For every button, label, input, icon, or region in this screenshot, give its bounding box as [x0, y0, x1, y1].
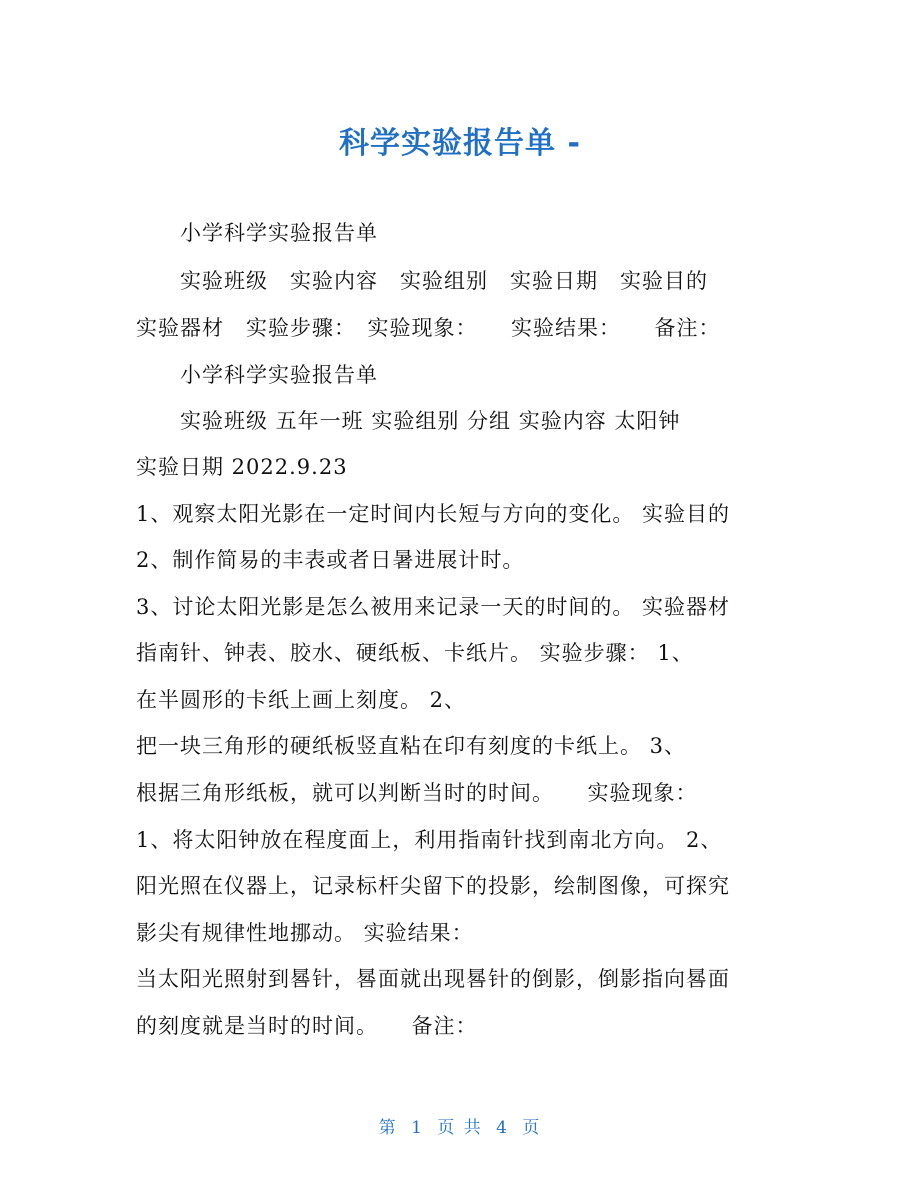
text-line: 阳光照在仪器上，记录标杆尖留下的投影，绘制图像，可探究 [136, 874, 730, 898]
footer-total-pages: 4 [496, 1118, 509, 1138]
text-line: 2、制作简易的丰表或者日暑进展计时。 [136, 548, 525, 572]
text-line: 根据三角形纸板，就可以判断当时的时间。 实验现象： [136, 781, 698, 805]
text-line: 实验器材 实验步骤： 实验现象： 实验结果： 备注： [136, 316, 721, 340]
footer-current-page: 1 [411, 1118, 424, 1138]
text-line: 在半圆形的卡纸上画上刻度。 2、 [136, 688, 467, 712]
page-footer [0, 1113, 920, 1138]
text-line: 小学科学实验报告单 [180, 363, 378, 387]
text-line: 影尖有规律性地挪动。 实验结果： [136, 921, 474, 945]
text-line: 1、观察太阳光影在一定时间内长短与方向的变化。 实验目的 [136, 502, 731, 526]
footer-label-page: 第 [378, 1118, 398, 1138]
text-line: 实验班级 五年一班 实验组别 分组 实验内容 太阳钟 [180, 409, 681, 433]
text-line: 实验日期 2022.9.23 [136, 455, 348, 479]
document-title: 科学实验报告单 - [339, 126, 581, 161]
text-line: 小学科学实验报告单 [180, 221, 378, 245]
footer-label-of: 页 共 [437, 1118, 483, 1138]
text-line: 1、将太阳钟放在程度面上，利用指南针找到南北方向。 2、 [136, 828, 723, 852]
text-line: 3、讨论太阳光影是怎么被用来记录一天的时间的。 实验器材 [136, 595, 731, 619]
text-line: 实验班级 实验内容 实验组别 实验日期 实验目的 [180, 269, 708, 293]
text-line: 把一块三角形的硬纸板竖直粘在印有刻度的卡纸上。 3、 [136, 734, 687, 758]
text-line: 当太阳光照射到晷针，晷面就出现晷针的倒影，倒影指向晷面 [136, 967, 730, 991]
footer-label-end: 页 [522, 1118, 542, 1138]
text-line: 指南针、钟表、胶水、硬纸板、卡纸片。 实验步骤： 1、 [136, 641, 694, 665]
text-line: 的刻度就是当时的时间。 备注： [136, 1014, 478, 1038]
